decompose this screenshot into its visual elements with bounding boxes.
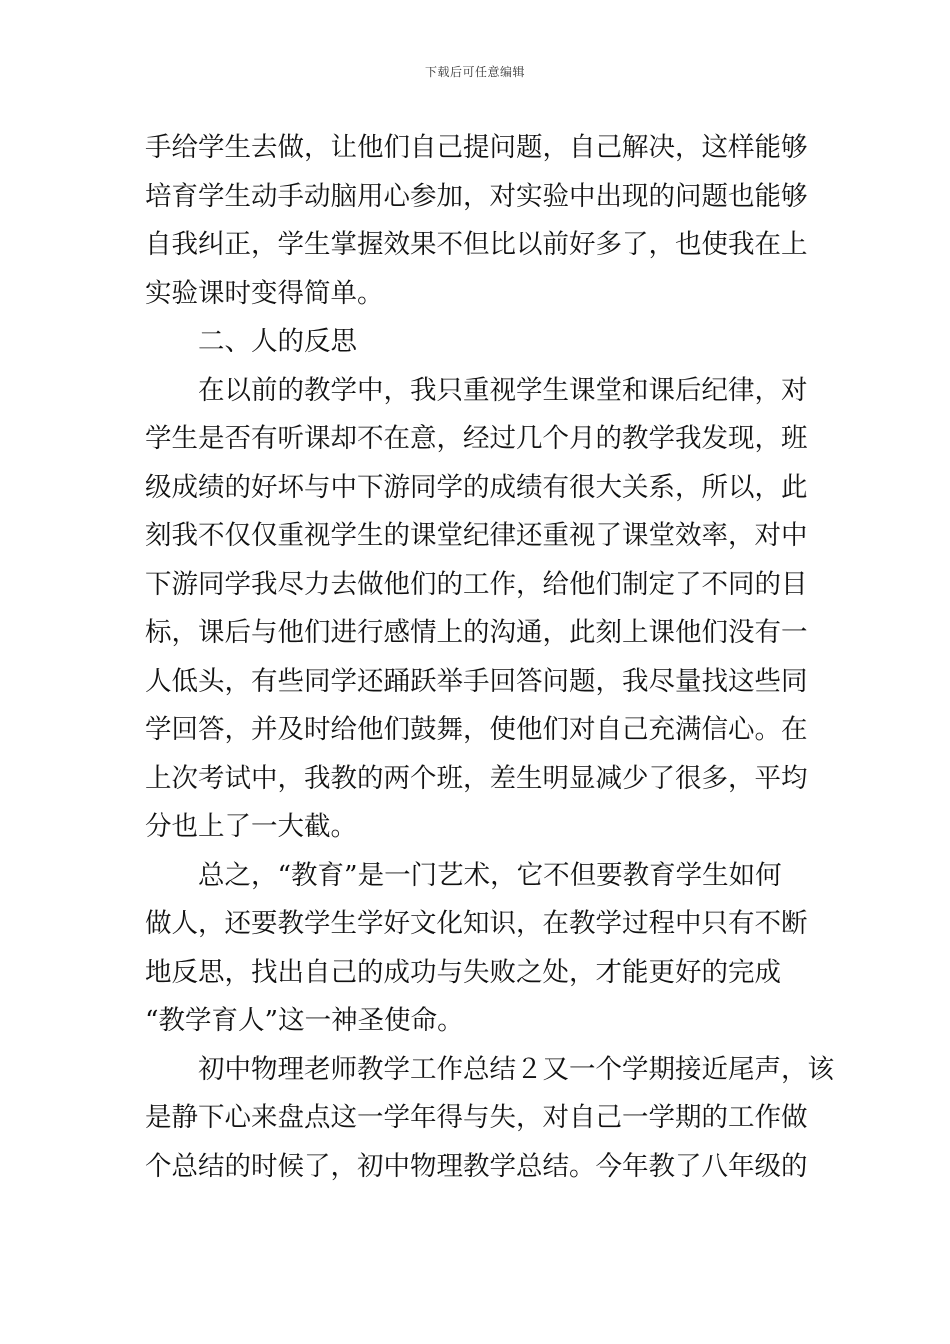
paragraph-start-line: 初中物理老师教学工作总结２又一个学期接近尾声，该 — [198, 1053, 834, 1085]
text-line: 分也上了一大截。 — [145, 811, 357, 842]
text-line: 是静下心来盘点这一学年得与失，对自己一学期的工作做 — [145, 1102, 808, 1133]
text-line: 标，课后与他们进行感情上的沟通，此刻上课他们没有一 — [145, 617, 808, 648]
page-header-note: 下载后可任意编辑 — [424, 65, 525, 79]
text-line: 自我纠正，学生掌握效果不但比以前好多了，也使我在上 — [145, 229, 808, 260]
text-line: 个总结的时候了，初中物理教学总结。今年教了八年级的 — [145, 1150, 808, 1182]
text-line: 下游同学我尽力去做他们的工作，给他们制定了不同的目 — [145, 568, 808, 600]
text-line: 培育学生动手动脑用心参加，对实验中出现的问题也能够 — [145, 180, 808, 212]
text-line: 刻我不仅仅重视学生的课堂纪律还重视了课堂效率，对中 — [145, 520, 808, 551]
paragraph-start-line: 总之，“教育”是一门艺术，它不但要教育学生如何 — [198, 859, 782, 891]
document-body — [145, 124, 834, 1191]
text-line: 学生是否有听课却不在意，经过几个月的教学我发现，班 — [145, 423, 808, 454]
text-line: 级成绩的好坏与中下游同学的成绩有很大关系，所以，此 — [145, 471, 808, 503]
text-line: 做人，还要教学生学好文化知识，在教学过程中只有不断 — [145, 908, 808, 939]
text-line: 实验课时变得简单。 — [145, 277, 384, 309]
text-line: “教学育人”这一神圣使命。 — [145, 1005, 464, 1036]
text-line: 手给学生去做，让他们自己提问题，自己解决，这样能够 — [145, 132, 808, 163]
paragraph-start-line: 在以前的教学中，我只重视学生课堂和课后纪律，对 — [198, 374, 808, 406]
text-line: 学回答，并及时给他们鼓舞，使他们对自己充满信心。在 — [145, 714, 808, 745]
text-line: 地反思，找出自己的成功与失败之处，才能更好的完成 — [145, 956, 781, 988]
text-line: 上次考试中，我教的两个班，差生明显减少了很多，平均 — [145, 762, 808, 794]
text-line: 人低头，有些同学还踊跃举手回答问题，我尽量找这些同 — [145, 665, 808, 697]
section-heading: 二、人的反思 — [198, 326, 357, 357]
